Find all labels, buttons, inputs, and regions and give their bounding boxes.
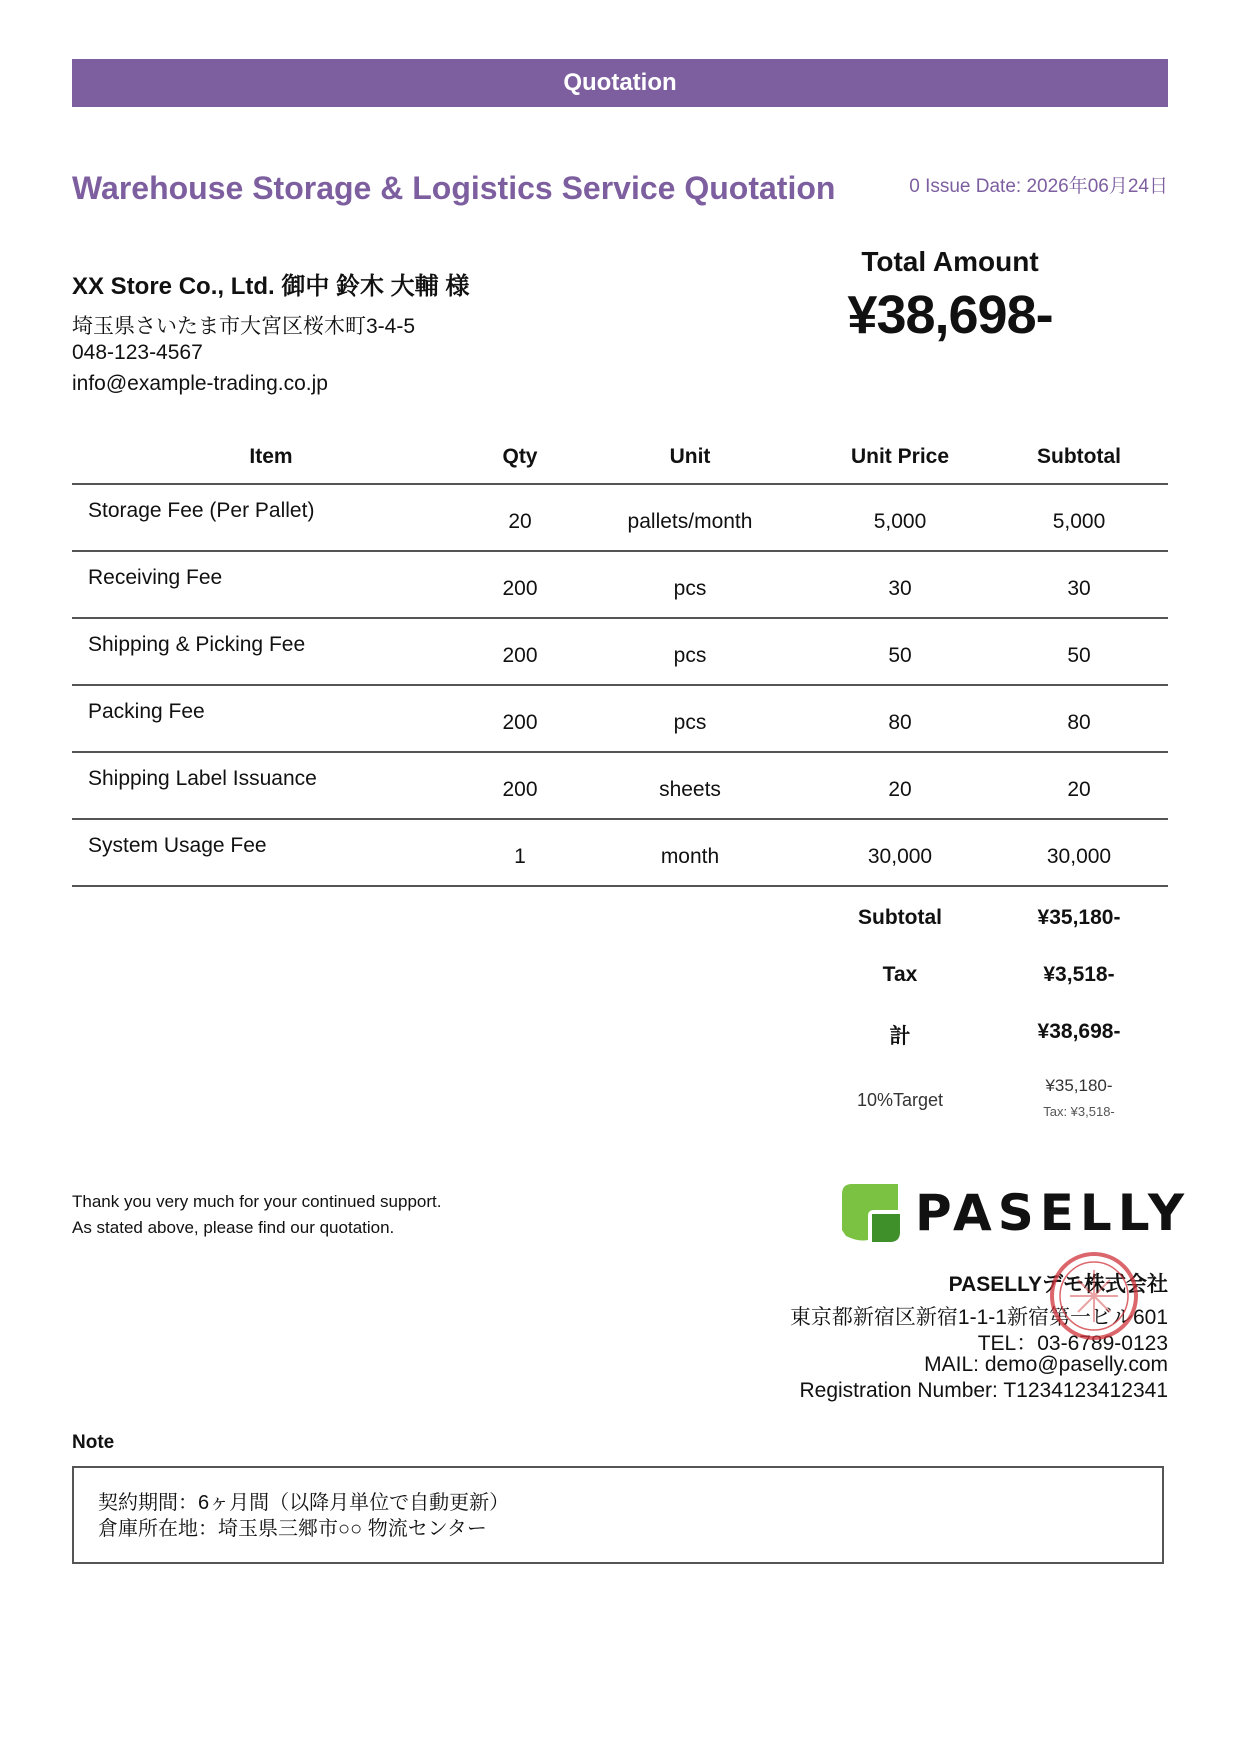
tax-target-tax: Tax: ¥3,518-: [1043, 1104, 1115, 1119]
cell-qty: 200: [470, 618, 570, 685]
cell-subtotal: 30,000: [990, 819, 1168, 886]
cell-unit: pcs: [570, 551, 810, 618]
cell-unit: pcs: [570, 685, 810, 752]
cell-subtotal: 30: [990, 551, 1168, 618]
summary-subtotal-label: Subtotal: [858, 906, 942, 929]
note-box: [72, 1466, 1164, 1564]
cell-unit-price: 50: [810, 618, 990, 685]
cell-unit: pcs: [570, 618, 810, 685]
cell-subtotal: 20: [990, 752, 1168, 819]
cell-unit-price: 20: [810, 752, 990, 819]
logo-wordmark: PASELLY: [915, 1184, 1191, 1242]
page-title: Warehouse Storage & Logistics Service Quotation: [72, 170, 836, 206]
header-item: Item: [72, 430, 470, 484]
total-amount-label: Total Amount: [861, 246, 1039, 277]
cell-subtotal: 80: [990, 685, 1168, 752]
table-row: [72, 752, 1168, 819]
header-subtotal: Subtotal: [990, 430, 1168, 484]
cell-unit: sheets: [570, 752, 810, 819]
client-name: XX Store Co., Ltd. 御中 鈴木 大輔 様: [72, 273, 470, 300]
cell-unit-price: 5,000: [810, 484, 990, 551]
cell-item: Receiving Fee: [72, 551, 470, 618]
company-address: 東京都新宿区新宿1-1-1新宿第一ビル601: [789, 1306, 1168, 1329]
cell-unit-price: 80: [810, 685, 990, 752]
table-row: [72, 618, 1168, 685]
company-mail: MAIL: demo@paselly.com: [924, 1353, 1168, 1376]
banner-title: Quotation: [563, 69, 677, 96]
company-registration: Registration Number: T1234123412341: [799, 1379, 1168, 1402]
client-email: info@example-trading.co.jp: [72, 372, 328, 395]
note-label: Note: [72, 1432, 115, 1453]
cell-unit-price: 30,000: [810, 819, 990, 886]
summary-tax-value: ¥3,518-: [1043, 963, 1115, 986]
cell-qty: 200: [470, 551, 570, 618]
quotation-message: As stated above, please find our quotation.: [72, 1218, 395, 1237]
cell-qty: 200: [470, 752, 570, 819]
tax-target-amount: ¥35,180-: [1045, 1076, 1113, 1095]
summary-total-value: ¥38,698-: [1037, 1020, 1121, 1043]
cell-item: System Usage Fee: [72, 819, 470, 886]
cell-unit-price: 30: [810, 551, 990, 618]
client-phone: 048-123-4567: [72, 341, 203, 364]
summary-total-label: 計: [889, 1025, 911, 1048]
company-name: PASELLYデモ株式会社: [948, 1273, 1168, 1296]
summary-tax-label: Tax: [882, 963, 918, 986]
note-line-location: 倉庫所在地：埼玉県三郷市○○ 物流センター: [98, 1518, 487, 1540]
cell-item: Storage Fee (Per Pallet): [72, 484, 470, 551]
cell-item: Packing Fee: [72, 685, 470, 752]
items-table: [72, 430, 1168, 887]
document-banner: [72, 59, 1168, 107]
tax-target-label: 10%Target: [856, 1090, 944, 1110]
thanks-message: Thank you very much for your continued support.: [72, 1192, 442, 1211]
table-header-row: [72, 430, 1168, 484]
cell-unit: pallets/month: [570, 484, 810, 551]
company-seal-icon: [1048, 1250, 1140, 1342]
cell-qty: 20: [470, 484, 570, 551]
issue-date: 0 Issue Date: 2026年06月24日: [909, 176, 1168, 197]
cell-item: Shipping & Picking Fee: [72, 618, 470, 685]
summary-subtotal-value: ¥35,180-: [1037, 906, 1121, 929]
header-qty: Qty: [470, 430, 570, 484]
cell-subtotal: 50: [990, 618, 1168, 685]
total-amount-value: ¥38,698-: [847, 285, 1053, 345]
company-tel: TEL：03-6789-0123: [977, 1332, 1168, 1355]
table-row: [72, 484, 1168, 551]
table-row: [72, 685, 1168, 752]
cell-subtotal: 5,000: [990, 484, 1168, 551]
cell-qty: 1: [470, 819, 570, 886]
header-unit: Unit: [570, 430, 810, 484]
cell-unit: month: [570, 819, 810, 886]
cell-item: Shipping Label Issuance: [72, 752, 470, 819]
table-row: [72, 551, 1168, 618]
table-row: [72, 819, 1168, 886]
client-address: 埼玉県さいたま市大宮区桜木町3-4-5: [72, 315, 416, 338]
cell-qty: 200: [470, 685, 570, 752]
note-line-contract: 契約期間：6ヶ月間（以降月単位で自動更新）: [98, 1492, 510, 1514]
header-unit-price: Unit Price: [810, 430, 990, 484]
